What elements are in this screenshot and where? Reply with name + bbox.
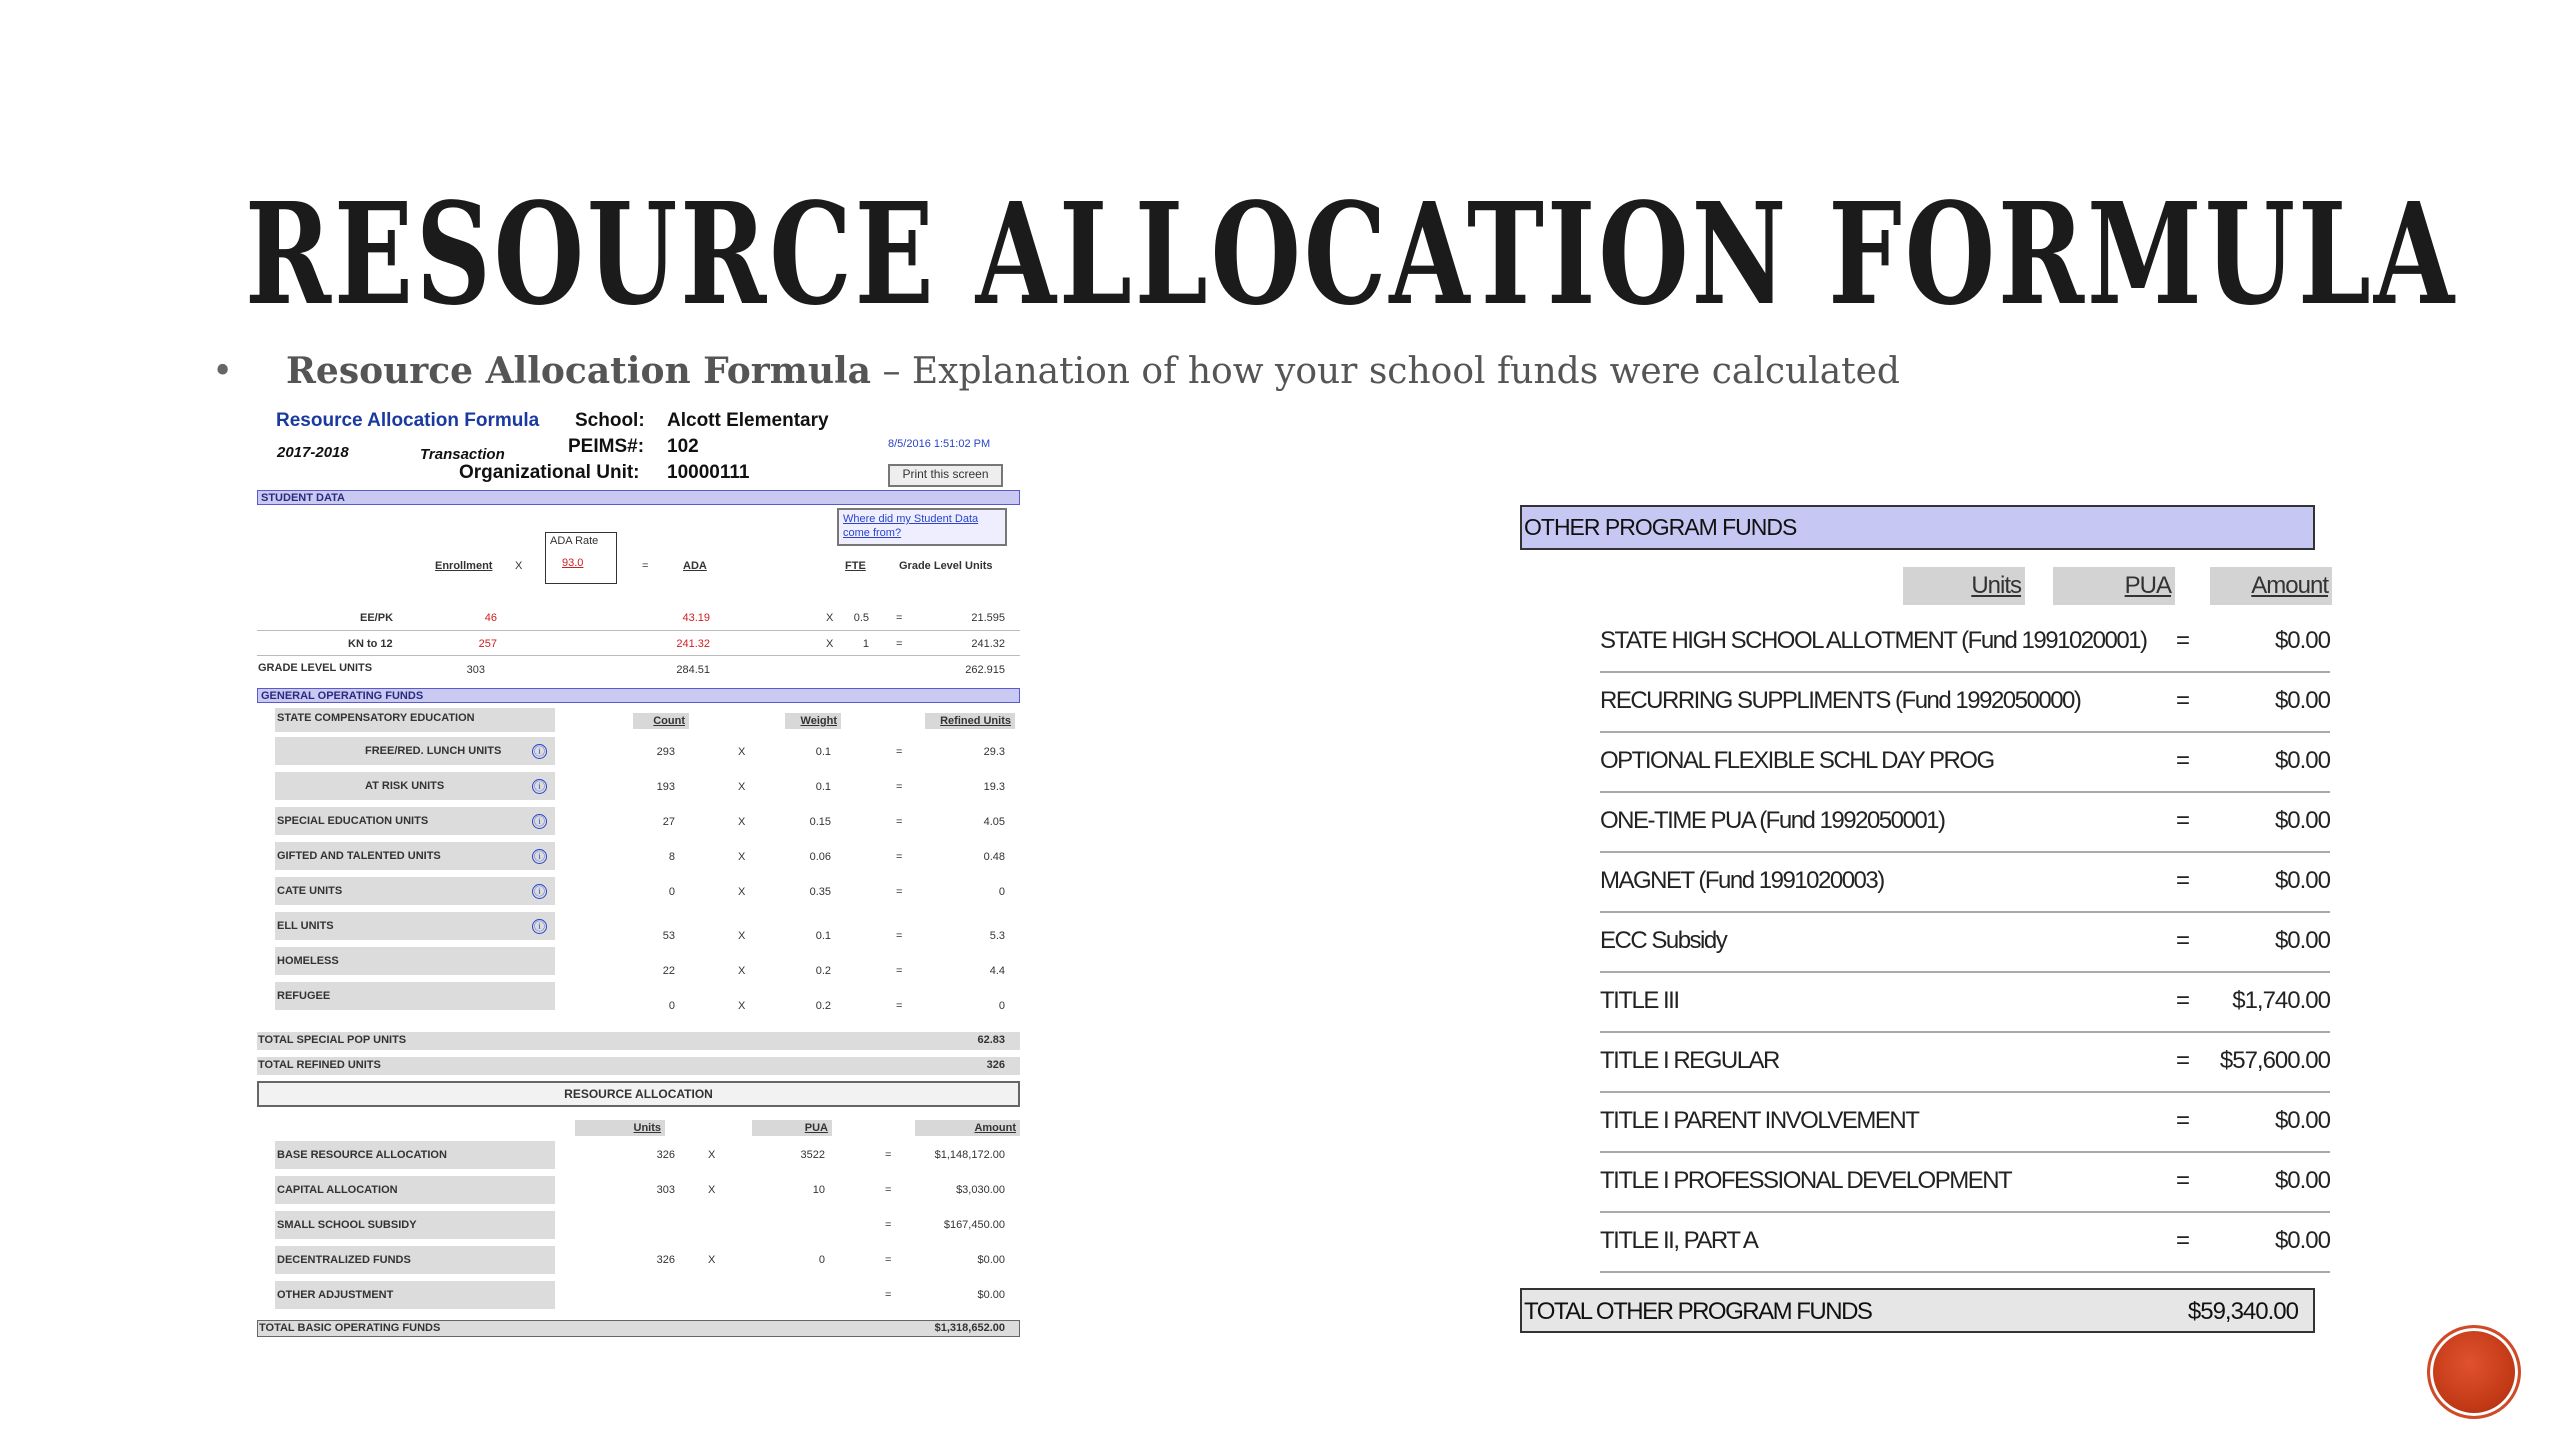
- row-count: 22: [662, 965, 675, 977]
- row-units: 0: [998, 886, 1005, 898]
- row-label: CATE UNITS: [277, 885, 343, 897]
- slide-nav-button[interactable]: [2427, 1325, 2521, 1419]
- timestamp: 8/5/2016 1:51:02 PM: [888, 438, 991, 450]
- col-fte: FTE: [845, 560, 866, 572]
- row-units: 326: [656, 1254, 675, 1266]
- info-icon[interactable]: ⓘ: [534, 781, 545, 793]
- fund-name: MAGNET (Fund 1991020003): [1600, 867, 1884, 894]
- row-label: SPECIAL EDUCATION UNITS: [277, 815, 429, 827]
- fund-equals: =: [2176, 807, 2191, 834]
- fund-name: RECURRING SUPPLIMENTS (Fund 1992050000): [1600, 687, 2081, 714]
- info-icon[interactable]: ⓘ: [534, 886, 545, 898]
- row-label: EE/PK: [360, 612, 394, 624]
- col-weight: Weight: [785, 713, 841, 729]
- row-equals: =: [896, 612, 903, 624]
- total-label: GRADE LEVEL UNITS: [258, 662, 373, 674]
- total-refined-value: 326: [986, 1059, 1005, 1071]
- total-other-program-funds: [1520, 1288, 2315, 1333]
- col-units: Units: [1903, 567, 2025, 605]
- fund-amount: $1,740.00: [2232, 987, 2330, 1014]
- row-fte: 0.5: [853, 612, 869, 624]
- row-label: BASE RESOURCE ALLOCATION: [277, 1149, 447, 1161]
- row-label: CAPITAL ALLOCATION: [277, 1184, 398, 1196]
- fund-name: TITLE I PROFESSIONAL DEVELOPMENT: [1600, 1167, 2012, 1194]
- total-basic-value: $1,318,652.00: [934, 1322, 1005, 1334]
- row-times: X: [738, 965, 746, 977]
- row-units: 4.4: [989, 965, 1005, 977]
- fund-row: [1600, 1033, 2330, 1093]
- row-ada: 43.19: [682, 612, 710, 624]
- row-count: 193: [656, 781, 675, 793]
- fund-equals: =: [2176, 747, 2191, 774]
- fund-amount: $0.00: [2274, 1227, 2330, 1254]
- row-label: AT RISK UNITS: [365, 780, 445, 792]
- fund-row: [1600, 793, 2330, 853]
- row-equals: =: [885, 1289, 892, 1301]
- row-units: 29.3: [983, 746, 1005, 758]
- org-unit-value: 10000111: [667, 462, 750, 483]
- row-times: X: [738, 851, 746, 863]
- row-units: 303: [656, 1184, 675, 1196]
- row-label: FREE/RED. LUNCH UNITS: [365, 745, 502, 757]
- fund-row: [1600, 733, 2330, 793]
- fund-equals: =: [2176, 927, 2191, 954]
- total-label: TOTAL OTHER PROGRAM FUNDS: [1524, 1298, 1872, 1325]
- subtitle-bold: Resource Allocation Formula: [286, 350, 871, 392]
- row-pua: 10: [812, 1184, 825, 1196]
- fund-equals: =: [2176, 1047, 2191, 1074]
- row-weight: 0.1: [815, 930, 831, 942]
- row-label: ELL UNITS: [277, 920, 334, 932]
- state-comp-label: STATE COMPENSATORY EDUCATION: [277, 712, 475, 724]
- fund-equals: =: [2176, 627, 2191, 654]
- col-amount: Amount: [915, 1120, 1020, 1136]
- student-data-band: STUDENT DATA: [257, 490, 1020, 505]
- col-count: Count: [633, 713, 689, 729]
- info-icon[interactable]: ⓘ: [534, 816, 545, 828]
- row-equals: =: [896, 638, 903, 650]
- print-screen-button[interactable]: Print this screen: [888, 464, 1003, 487]
- row-label: REFUGEE: [277, 990, 331, 1002]
- other-program-funds-panel: [1520, 505, 2340, 1345]
- equals-sign: =: [642, 560, 649, 572]
- row-equals: =: [896, 965, 903, 977]
- row-equals: =: [896, 816, 903, 828]
- other-program-funds-header: OTHER PROGRAM FUNDS: [1520, 505, 2315, 550]
- row-enrollment: 46: [484, 612, 497, 624]
- row-units: 0: [998, 1000, 1005, 1012]
- transaction-label: Transaction: [420, 446, 505, 463]
- row-amount: $167,450.00: [943, 1219, 1005, 1231]
- info-icon[interactable]: ⓘ: [534, 921, 545, 933]
- row-count: 53: [662, 930, 675, 942]
- row-count: 0: [668, 1000, 675, 1012]
- student-data-source-link[interactable]: Where did my Student Data come from?: [837, 508, 1007, 546]
- row-ada: 241.32: [676, 638, 710, 650]
- info-icon[interactable]: ⓘ: [534, 746, 545, 758]
- row-label: HOMELESS: [277, 955, 339, 967]
- fund-equals: =: [2176, 1167, 2191, 1194]
- fund-equals: =: [2176, 867, 2191, 894]
- fiscal-year: 2017-2018: [277, 444, 349, 461]
- fund-row: [1600, 1153, 2330, 1213]
- fund-amount: $0.00: [2274, 867, 2330, 894]
- total-refined-label: TOTAL REFINED UNITS: [258, 1059, 381, 1071]
- fund-name: TITLE I PARENT INVOLVEMENT: [1600, 1107, 1919, 1134]
- row-times: X: [826, 612, 834, 624]
- row-equals: =: [896, 930, 903, 942]
- row-weight: 0.2: [815, 965, 831, 977]
- fund-name: ECC Subsidy: [1600, 927, 1727, 954]
- times-sign: X: [515, 560, 523, 572]
- fund-amount: $0.00: [2274, 1167, 2330, 1194]
- row-enrollment: 257: [478, 638, 497, 650]
- info-icon[interactable]: ⓘ: [534, 851, 545, 863]
- col-grade-level-units: Grade Level Units: [899, 560, 993, 572]
- row-equals: =: [896, 886, 903, 898]
- row-equals: =: [885, 1219, 892, 1231]
- fund-name: TITLE III: [1600, 987, 1679, 1014]
- row-units: 5.3: [989, 930, 1005, 942]
- ada-rate-label: ADA Rate: [550, 535, 599, 547]
- school-value: Alcott Elementary: [667, 410, 829, 431]
- org-unit-label: Organizational Unit:: [459, 462, 640, 483]
- row-times: X: [738, 746, 746, 758]
- col-units: Units: [575, 1120, 665, 1136]
- fund-amount: $0.00: [2274, 747, 2330, 774]
- row-label: OTHER ADJUSTMENT: [277, 1289, 394, 1301]
- row-count: 27: [662, 816, 675, 828]
- row-count: 8: [668, 851, 675, 863]
- fund-equals: =: [2176, 687, 2191, 714]
- col-pua: PUA: [2053, 567, 2175, 605]
- fund-amount: $0.00: [2274, 807, 2330, 834]
- row-count: 293: [656, 746, 675, 758]
- row-weight: 0.35: [809, 886, 831, 898]
- fund-amount: $0.00: [2274, 1107, 2330, 1134]
- fund-amount: $57,600.00: [2219, 1047, 2330, 1074]
- row-weight: 0.06: [809, 851, 831, 863]
- bullet: •: [212, 351, 234, 392]
- fund-name: TITLE II, PART A: [1600, 1227, 1758, 1254]
- row-count: 0: [668, 886, 675, 898]
- school-label: School:: [575, 410, 645, 431]
- row-times: X: [708, 1254, 716, 1266]
- fund-equals: =: [2176, 1227, 2191, 1254]
- ada-rate-box: [545, 532, 617, 584]
- fund-name: TITLE I REGULAR: [1600, 1047, 1779, 1074]
- total-enrollment: 303: [466, 664, 485, 676]
- fund-row: [1600, 853, 2330, 913]
- col-amount: Amount: [2210, 567, 2332, 605]
- fund-row: [1600, 1213, 2330, 1273]
- row-fte: 1: [862, 638, 869, 650]
- row-units: 0.48: [983, 851, 1005, 863]
- row-units: 19.3: [983, 781, 1005, 793]
- fund-row: [1600, 913, 2330, 973]
- row-pua: 3522: [800, 1149, 825, 1161]
- row-units: 21.595: [971, 612, 1005, 624]
- row-units: 241.32: [971, 638, 1005, 650]
- row-times: X: [738, 781, 746, 793]
- row-times: X: [738, 930, 746, 942]
- fund-name: OPTIONAL FLEXIBLE SCHL DAY PROG: [1600, 747, 1994, 774]
- row-label: DECENTRALIZED FUNDS: [277, 1254, 411, 1266]
- row-weight: 0.15: [809, 816, 831, 828]
- row-label: GIFTED AND TALENTED UNITS: [277, 850, 441, 862]
- slide-title: RESOURCE ALLOCATION FORMULA: [245, 173, 2458, 337]
- row-weight: 0.1: [815, 746, 831, 758]
- col-enrollment: Enrollment: [435, 560, 493, 572]
- fund-equals: =: [2176, 1107, 2191, 1134]
- row-equals: =: [885, 1254, 892, 1266]
- total-ada: 284.51: [676, 664, 710, 676]
- row-amount: $1,148,172.00: [934, 1149, 1005, 1161]
- row-weight: 0.2: [815, 1000, 831, 1012]
- total-special-value: 62.83: [977, 1034, 1005, 1046]
- row-amount: $0.00: [977, 1254, 1005, 1266]
- row-amount: $0.00: [977, 1289, 1005, 1301]
- col-pua: PUA: [752, 1120, 832, 1136]
- col-ada: ADA: [683, 560, 707, 572]
- total-units: 262.915: [965, 664, 1005, 676]
- row-weight: 0.1: [815, 781, 831, 793]
- general-operating-band: GENERAL OPERATING FUNDS: [257, 688, 1020, 703]
- row-equals: =: [896, 746, 903, 758]
- peims-value: 102: [667, 436, 699, 457]
- fund-row: [1600, 973, 2330, 1033]
- total-special-label: TOTAL SPECIAL POP UNITS: [258, 1034, 407, 1046]
- fund-name: STATE HIGH SCHOOL ALLOTMENT (Fund 1991020001): [1600, 627, 2147, 654]
- divider: [257, 630, 1020, 631]
- fund-row: [1600, 673, 2330, 733]
- fund-equals: =: [2176, 987, 2191, 1014]
- fund-amount: $0.00: [2274, 627, 2330, 654]
- row-equals: =: [896, 851, 903, 863]
- fund-row: [1600, 613, 2330, 673]
- row-label: SMALL SCHOOL SUBSIDY: [277, 1219, 417, 1231]
- total-value: $59,340.00: [2187, 1298, 2298, 1325]
- row-label: KN to 12: [348, 638, 393, 650]
- row-times: X: [708, 1149, 716, 1161]
- fund-row: [1600, 1093, 2330, 1153]
- divider: [257, 655, 1020, 656]
- row-units: 4.05: [983, 816, 1005, 828]
- peims-label: PEIMS#:: [568, 436, 645, 457]
- row-times: X: [738, 886, 746, 898]
- row-equals: =: [896, 781, 903, 793]
- row-times: X: [826, 638, 834, 650]
- raf-header-title: Resource Allocation Formula: [276, 410, 540, 431]
- row-times: X: [708, 1184, 716, 1196]
- fund-amount: $0.00: [2274, 927, 2330, 954]
- row-pua: 0: [818, 1254, 825, 1266]
- col-refined-units: Refined Units: [925, 713, 1015, 729]
- total-basic-label: TOTAL BASIC OPERATING FUNDS: [259, 1322, 441, 1334]
- ada-rate-value[interactable]: 93.0: [562, 557, 584, 569]
- row-amount: $3,030.00: [956, 1184, 1005, 1196]
- row-times: X: [738, 816, 746, 828]
- resource-allocation-box: RESOURCE ALLOCATION: [257, 1081, 1020, 1107]
- row-times: X: [738, 1000, 746, 1012]
- row-equals: =: [885, 1149, 892, 1161]
- row-equals: =: [885, 1184, 892, 1196]
- row-units: 326: [656, 1149, 675, 1161]
- row-equals: =: [896, 1000, 903, 1012]
- subtitle-rest: – Explanation of how your school funds were calculated: [871, 351, 1900, 392]
- slide-subtitle: [212, 350, 1900, 392]
- resource-allocation-screenshot: [255, 408, 1030, 1348]
- fund-name: ONE-TIME PUA (Fund 1992050001): [1600, 807, 1945, 834]
- fund-amount: $0.00: [2274, 687, 2330, 714]
